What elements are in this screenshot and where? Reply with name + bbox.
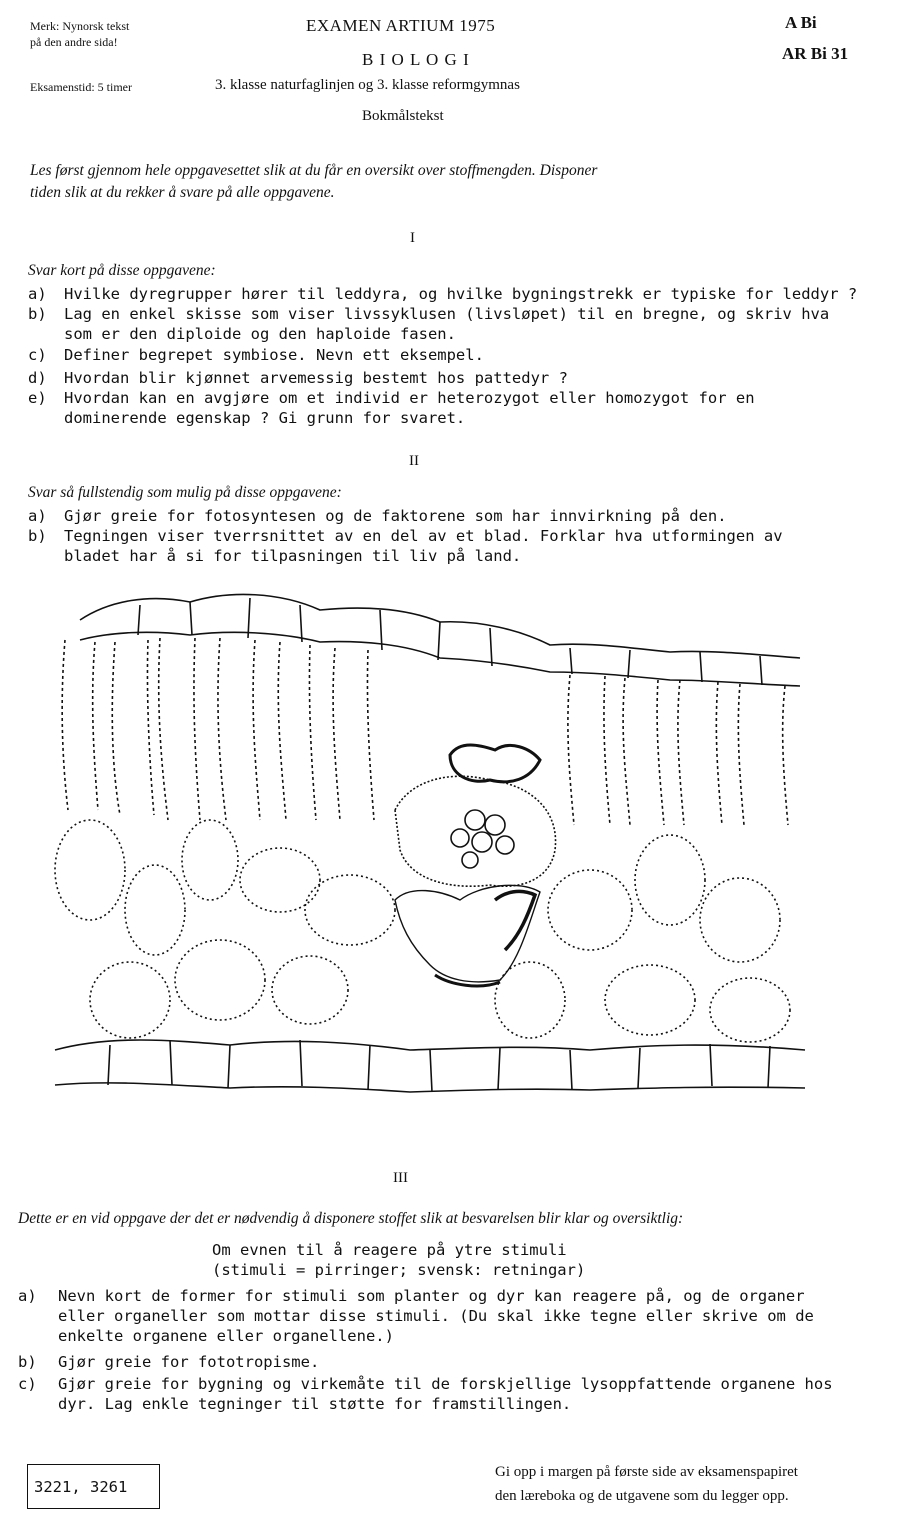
question-label: c) <box>18 1375 37 1393</box>
spongy-mesophyll <box>55 820 790 1042</box>
question-text: Gjør greie for bygning og virkemåte til de forskjellige lysoppfattende organene hos dyr. Lag enkle tegninger til støtte for framstillingen. <box>58 1375 833 1413</box>
exam-codes: 3221, 3261 <box>34 1478 128 1496</box>
exam-duration: Eksamenstid: 5 timer <box>30 80 132 94</box>
question-text: Nevn kort de former for stimuli som planter og dyr kan reagere på, og de organer eller organeller som mottar disse stimuli. (Du skal ikke tegne eller skrive om de enkelte organene eller organellene.) <box>58 1287 814 1345</box>
question-text: Hvordan blir kjønnet arvemessig bestemt hos pattedyr ? <box>64 369 568 387</box>
section-1-instruction: Svar kort på disse oppgavene: <box>28 262 216 279</box>
intro-text: Les først gjennom hele oppgavesettet slik at du får en oversikt over stoffmengden. Disponer tiden slik at du rekker å svare på alle oppgavene. <box>30 162 598 201</box>
question-label: a) <box>18 1287 37 1305</box>
section-2-numeral: II <box>409 453 419 469</box>
exam-title: EXAMEN ARTIUM 1975 <box>306 16 496 35</box>
question-text: Lag en enkel skisse som viser livssyklusen (livsløpet) til en bregne, og skriv hva som er den diploide og den haploide fasen. <box>64 305 830 343</box>
question-label: a) <box>28 285 47 303</box>
question-label: a) <box>28 507 47 525</box>
question-text: Definer begrepet symbiose. Nevn ett eksempel. <box>64 346 484 364</box>
question-text: Hvordan kan en avgjøre om et individ er heterozygot eller homozygot for en dominerende egenskap ? Gi grunn for svaret. <box>64 389 755 427</box>
question-label: c) <box>28 346 47 364</box>
language-label: Bokmålstekst <box>362 108 444 124</box>
question-text: Tegningen viser tverrsnittet av en del av et blad. Forklar hva utformingen av bladet har å si for tilpasningen til liv på land. <box>64 527 783 565</box>
question-label: b) <box>28 305 47 323</box>
question-text: Hvilke dyregrupper hører til leddyra, og hvilke bygningstrekk er typiske for leddyr ? <box>64 285 858 303</box>
code-2: AR Bi 31 <box>782 44 849 63</box>
question-label: d) <box>28 369 47 387</box>
section-3-topic: Om evnen til å reagere på ytre stimuli (stimuli = pirringer; svensk: retningar) <box>212 1241 586 1279</box>
lower-epidermis <box>55 1040 805 1050</box>
section-2-instruction: Svar så fullstendig som mulig på disse oppgavene: <box>28 484 342 501</box>
question-text: Gjør greie for fotosyntesen og de faktorene som har innvirkning på den. <box>64 507 727 525</box>
code-1: A Bi <box>785 13 817 32</box>
leaf-cross-section-drawing <box>50 580 810 1100</box>
question-label: b) <box>28 527 47 545</box>
exam-code-box <box>27 1464 160 1509</box>
question-label: e) <box>28 389 47 407</box>
section-3-instruction: Dette er en vid oppgave der det er nødvendig å disponere stoffet slik at besvarelsen blir klar og oversiktlig: <box>18 1210 684 1227</box>
class-line: 3. klasse naturfaglinjen og 3. klasse reformgymnas <box>215 77 520 93</box>
vascular-bundle <box>395 745 556 986</box>
question-label: b) <box>18 1353 37 1371</box>
palisade-layer <box>62 638 788 825</box>
footer-note: Gi opp i margen på første side av eksamenspapiret den læreboka og de utgavene som du legger opp. <box>495 1464 798 1504</box>
question-text: Gjør greie for fototropisme. <box>58 1353 320 1371</box>
subject-title: B I O L O G I <box>362 50 470 69</box>
section-1-numeral: I <box>410 230 415 246</box>
section-3-numeral: III <box>393 1170 408 1186</box>
note-nynorsk: Merk: Nynorsk tekst på den andre sida! <box>30 19 130 49</box>
